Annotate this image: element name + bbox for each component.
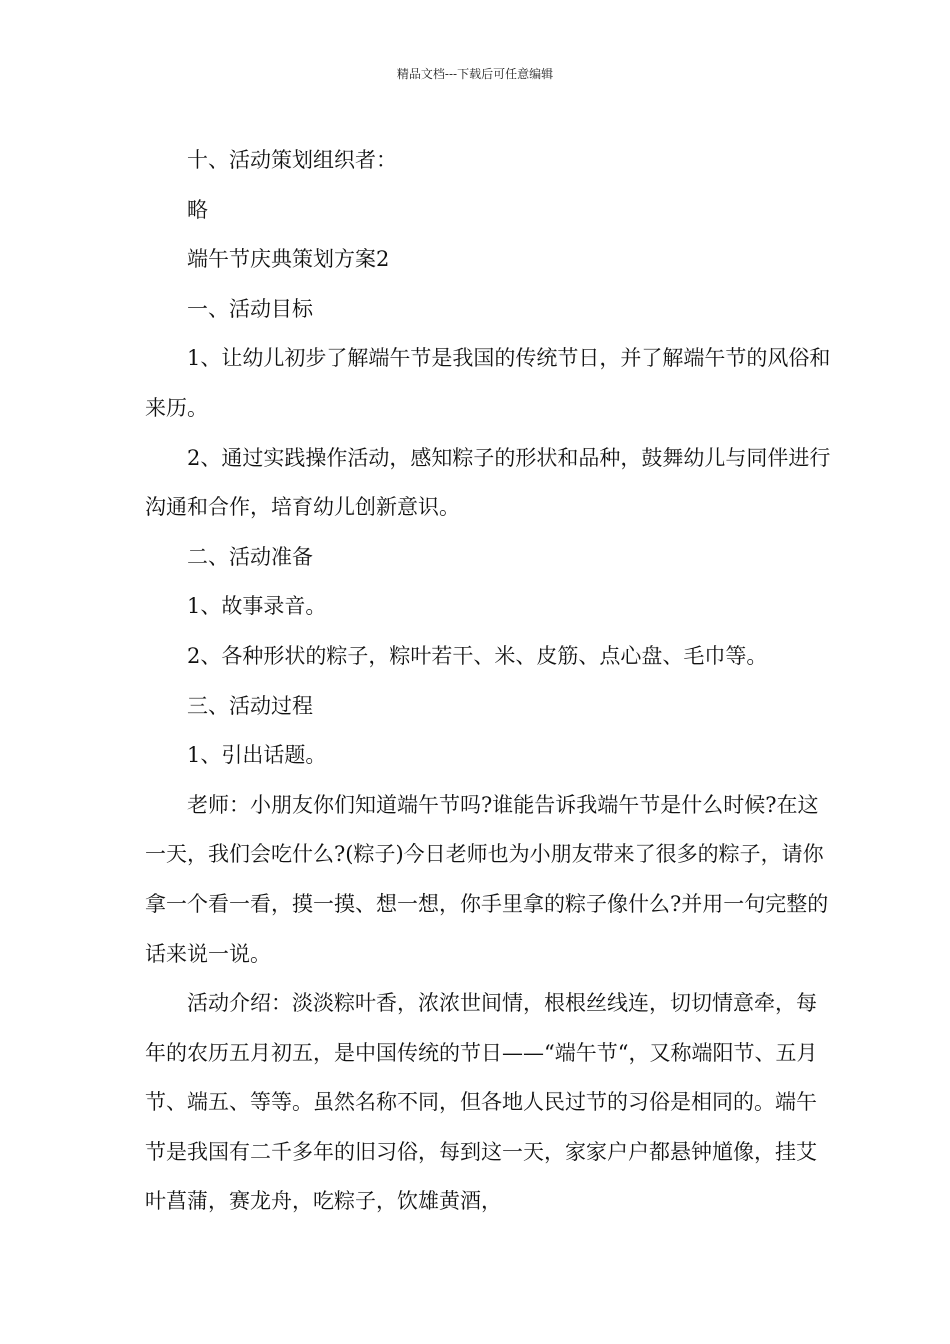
organizer-value: 略 (187, 197, 208, 222)
process-item-1: 1、引出话题。 (187, 743, 327, 768)
heading-process: 三、活动过程 (187, 693, 313, 718)
document-body (145, 136, 835, 1227)
goal-item-1: 1、让幼儿初步了解端午节是我国的传统节日，并了解端午节的风俗和来历。 (145, 346, 831, 420)
preparation-item-2: 2、各种形状的粽子，粽叶若干、米、皮筋、点心盘、毛巾等。 (187, 643, 768, 668)
preparation-item-1: 1、故事录音。 (187, 594, 327, 619)
goal-item-2: 2、通过实践操作活动，感知粽子的形状和品种，鼓舞幼儿与同伴进行沟通和合作，培育幼儿创新意识。 (145, 445, 831, 520)
page-header: 精品文档---下载后可任意编辑 (396, 67, 554, 81)
activity-introduction: 活动介绍：淡淡粽叶香，浓浓世间情，根根丝线连，切切情意牵，每年的农历五月初五，是中国传统的节日——“端午节“，又称端阳节、五月节、端五、等等。虽然名称不同，但各地人民过节的习俗是相同的。端午节是我国有二千多年的旧习俗，每到这一天，家家户户都悬钟馗像，挂艾叶菖蒲，赛龙舟，吃粽子，饮雄黄酒， (145, 991, 818, 1214)
heading-organizer: 十、活动策划组织者： (187, 148, 397, 172)
teacher-dialogue: 老师：小朋友你们知道端午节吗?谁能告诉我端午节是什么时候?在这一天，我们会吃什么?(粽子)今日老师也为小朋友带来了很多的粽子，请你拿一个看一看，摸一摸、想一想，你手里拿的粽子像什么?并用一句完整的话来说一说。 (145, 792, 829, 966)
heading-preparation: 二、活动准备 (187, 544, 313, 569)
plan-title: 端午节庆典策划方案2 (187, 247, 390, 272)
heading-goals: 一、活动目标 (187, 296, 313, 321)
